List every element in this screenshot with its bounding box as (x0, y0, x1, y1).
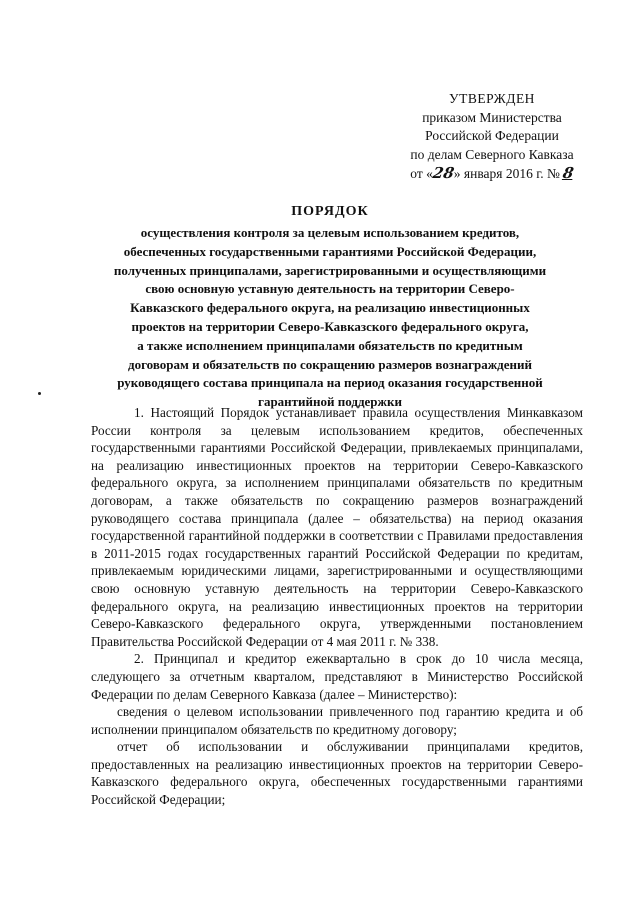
handwritten-order-number: 8 (561, 164, 576, 182)
paragraph-2-item-1: сведения о целевом использовании привлеченного под гарантию кредита и об исполнении принципалом обязательств по кредитному договору; (91, 704, 583, 737)
date-prefix: от « (410, 166, 433, 181)
title-line: а также исполнением принципалами обязательств по кредитным (137, 337, 523, 353)
title-line: гарантийной поддержки (258, 394, 402, 410)
paragraph-1: 1. Настоящий Порядок устанавливает правила осуществления Минкавказом России контроля за целевым использованием кредитов, обеспеченных государственными гарантиями Российской Федерации, привлекаемых принципалами, на реализацию инвестиционных проектов на территории Северо-Кавказского федерального округа, за исполнением принципалами обязательств по кредитным договорам, а также обязательств по сокращению размеров вознаграждений руководящего состава принципала (далее – обязательства) на период оказания государственной гарантийной поддержки в соответствии с Правилами предоставления в 2011-2015 годах государственных гарантий Российской Федерации по кредитам, привлекаемым юридическими лицами, зарегистрированными и осуществляющими свою основную уставную деятельность на территории Северо-Кавказского федерального округа, на реализацию инвестиционных проектов на территории Северо-Кавказского федерального округа, утвержденными постановлением Правительства Российской Федерации от 4 мая 2011 г. № 338. (91, 405, 583, 649)
scan-dot-mark (38, 392, 41, 395)
title-line: договорам и обязательств по сокращению размеров вознаграждений (128, 356, 532, 372)
document-title (80, 204, 580, 412)
title-line: осуществления контроля за целевым использованием кредитов, (140, 225, 520, 240)
document-body (91, 404, 583, 809)
paragraph-2-item-2: отчет об использовании и обслуживании принципалами кредитов, предоставленных на реализацию инвестиционных проектов на территории Северо-Кавказского федерального округа, обеспеченных государственными гарантиями Российской Федерации; (91, 739, 583, 808)
title-line: свою основную уставную деятельность на территории Северо- (145, 281, 515, 297)
approval-line-3: по делам Северного Кавказа (410, 146, 574, 162)
title-line: проектов на территории Северо-Кавказского федерального округа, (131, 318, 529, 334)
approval-date (392, 164, 592, 184)
approval-stamp (392, 90, 592, 184)
approval-heading: УТВЕРЖДЕН (449, 91, 535, 106)
title-line: Кавказского федерального округа, на реализацию инвестиционных (130, 300, 530, 316)
date-suffix: » января 2016 г. № (453, 166, 560, 181)
title-line: полученных принципалами, зарегистрированными и осуществляющими (113, 262, 547, 278)
approval-line-2: Российской Федерации (425, 128, 559, 143)
title-subtitle (80, 224, 580, 412)
approval-line-1: приказом Министерства (422, 109, 562, 125)
title-line: обеспеченных государственными гарантиями Российской Федерации, (123, 243, 537, 259)
title-line: руководящего состава принципала на период оказания государственной (117, 375, 543, 391)
handwritten-day: 28 (431, 164, 456, 182)
title-heading: ПОРЯДОК (291, 204, 369, 219)
paragraph-2: 2. Принципал и кредитор ежеквартально в срок до 10 числа месяца, следующего за отчетным кварталом, представляют в Министерство Российской Федерации по делам Северного Кавказа (далее – Министерство): (91, 651, 583, 702)
